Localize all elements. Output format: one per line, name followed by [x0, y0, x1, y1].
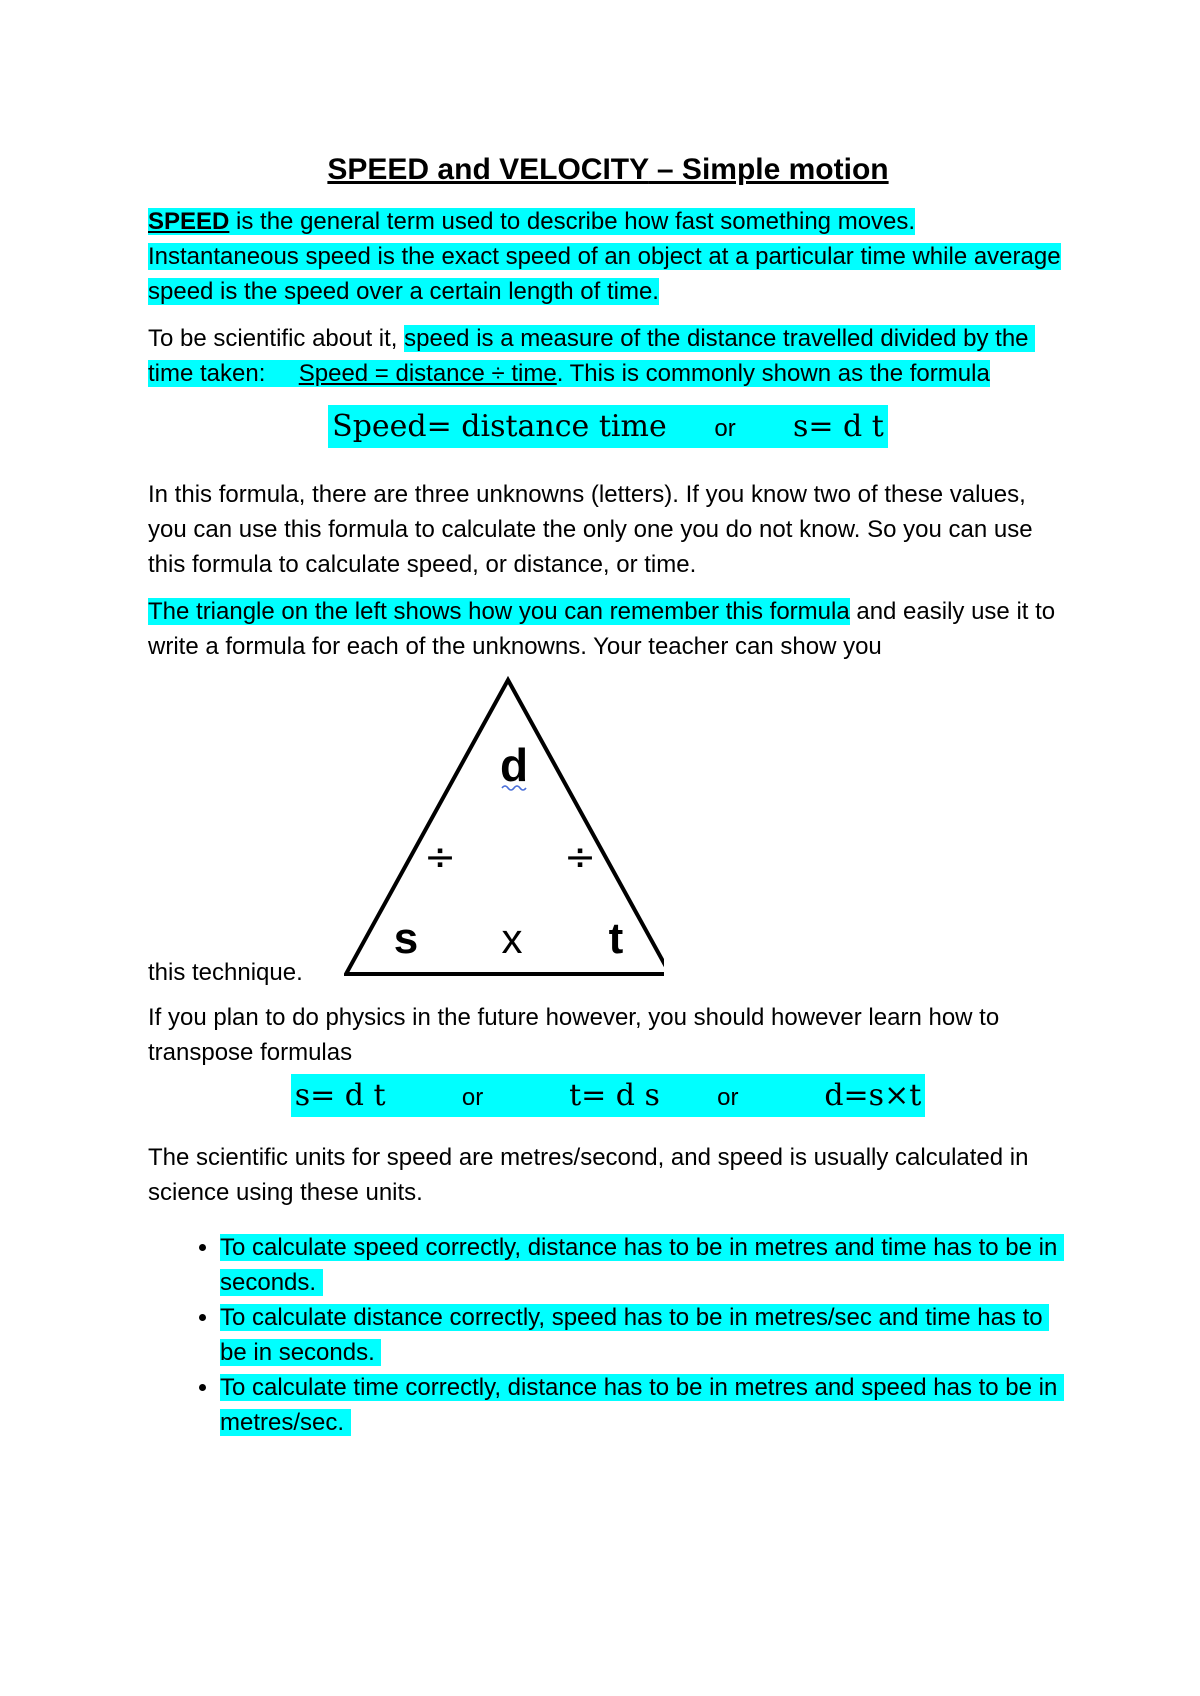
speed-formula-line [148, 403, 1068, 453]
title-bold: SPEED and VELOCITY [327, 153, 649, 186]
scientific-highlight-1: speed is a measure of the distance travelled divided by the time taken: [148, 325, 1036, 387]
triangle-intro-paragraph [148, 594, 1068, 664]
unit-rules-list [148, 1230, 1068, 1440]
speed-term: SPEED [148, 208, 230, 235]
triangle-intro-highlight: The triangle on the left shows how you can remember this formula [148, 598, 850, 625]
list-item [220, 1230, 1068, 1300]
unknowns-paragraph: In this formula, there are three unknowns (letters). If you know two of these values, you can use this formula to calculate the only one you do not know. So you can use this formula to calculate speed, or distance, or time. [148, 481, 1033, 578]
triangle-s: s [393, 914, 419, 963]
formula-triangle-figure [148, 676, 1068, 986]
transposed-or-1: or [461, 1084, 484, 1111]
triangle-divide-right: ÷ [564, 835, 596, 879]
speed-definition-paragraph [148, 204, 1068, 309]
list-item [220, 1300, 1068, 1370]
triangle-x: x [501, 915, 523, 962]
scientific-highlight-2: . This is commonly shown as the formula [556, 360, 990, 387]
title-rest: – Simple motion [648, 153, 889, 186]
speed-formula-left: Speed= distance time [332, 409, 667, 444]
speed-formula-right: s= d t [792, 409, 884, 444]
triangle-d: d [499, 739, 529, 791]
transposed-formula-d: d=s×t [824, 1078, 922, 1113]
document-body [148, 148, 1068, 1440]
page-title [148, 148, 1068, 192]
speed-word-formula: Speed = distance ÷ time [298, 360, 557, 387]
transposed-formulas-line [148, 1072, 1068, 1122]
formula-or: or [714, 415, 736, 442]
transposed-formula-t: t= d s [569, 1078, 660, 1113]
triangle-caption: this technique. [148, 959, 303, 986]
transposed-or-2: or [717, 1084, 739, 1111]
transposed-formula-s: s= d t [294, 1078, 386, 1113]
units-paragraph: The scientific units for speed are metres/second, and speed is usually calculated in science using these units. [148, 1144, 1029, 1206]
list-item-text: To calculate speed correctly, distance has to be in metres and time has to be in seconds. [220, 1234, 1065, 1296]
scientific-definition-paragraph [148, 321, 1068, 391]
transpose-paragraph: If you plan to do physics in the future however, you should however learn how to transpose formulas [148, 1004, 1000, 1066]
list-item-text: To calculate time correctly, distance has to be in metres and speed has to be in metres/sec. [220, 1374, 1065, 1436]
list-item [220, 1370, 1068, 1440]
speed-definition-text: is the general term used to describe how fast something moves. Instantaneous speed is the exact speed of an object at a particular time while average speed is the speed over a certain length of time. [148, 208, 1061, 305]
triangle-intro-rest: and easily use it to write a formula for each of the unknowns. Your teacher can show you [148, 598, 1056, 660]
triangle-divide-left: ÷ [424, 835, 456, 879]
list-item-text: To calculate distance correctly, speed has to be in metres/sec and time has to be in seconds. [220, 1304, 1050, 1366]
triangle-t: t [608, 914, 624, 963]
formula-triangle [344, 676, 664, 986]
scientific-lead: To be scientific about it, [148, 325, 405, 352]
